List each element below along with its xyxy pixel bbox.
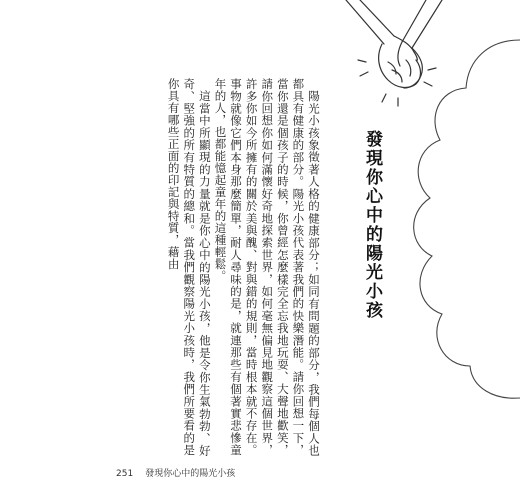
running-title: 發現你心中的陽光小孩	[145, 469, 236, 479]
paragraph: 這當中所顯現的力量就是你心中的陽光小孩，他是令你生氣勃勃、好奇、堅強的所有特質的總和。當我們觀察陽光小孩時，我們所要看的是你具有哪些正面的印記與特質，藉由	[166, 78, 212, 456]
page-footer	[116, 466, 235, 479]
page-number: 251	[116, 469, 134, 479]
body-text	[116, 78, 321, 456]
holding-hands-icon	[346, 0, 442, 106]
cloud-illustration	[318, 0, 520, 410]
cloud-outline	[414, 40, 520, 398]
chapter-title: 發現你心中的陽光小孩	[362, 130, 382, 320]
paragraph: 陽光小孩象徵著人格的健康部分；如同有問題的部分，我們每個人也都具有健康的部分。陽光小孩代表著我們的快樂潛能。請你回想一下，當你還是個孩子的時候，你曾經怎麼樣完全忘我地玩耍、大聲地歡笑，請你回想你如何滿懷好奇地探索世界，如何毫無偏見地觀察這個世界，許多你如今所擁有的關於美與醜、對與錯的規則，當時根本就不存在。事物就像它們本身那麼簡單，耐人尋味的是，就連那些有個著實悲慘童年的人，也都能憶起童年的這種輕鬆。	[213, 78, 321, 456]
